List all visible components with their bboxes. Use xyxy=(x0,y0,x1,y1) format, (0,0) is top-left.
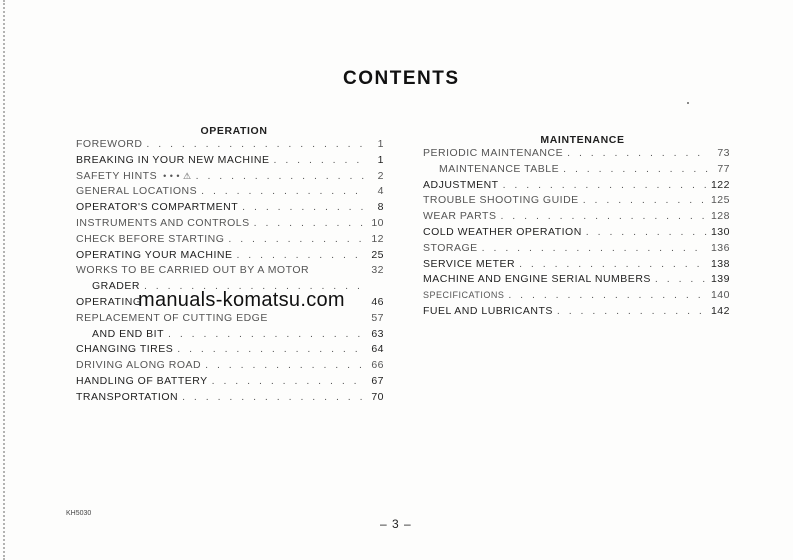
leader-dots xyxy=(655,273,707,285)
toc-entry[interactable] xyxy=(76,233,384,249)
toc-entry[interactable] xyxy=(76,201,384,217)
leader-dots xyxy=(586,226,707,238)
toc-entry-label: OPERATOR'S COMPARTMENT xyxy=(76,201,239,214)
safety-alert-icon: • • • ⚠ xyxy=(163,170,192,181)
toc-entry-page: 142 xyxy=(710,304,730,317)
toc-entry[interactable] xyxy=(423,242,730,258)
leader-dots xyxy=(205,359,364,371)
toc-entry-label: MAINTENANCE TABLE xyxy=(439,162,560,175)
leader-dots xyxy=(583,194,707,206)
leader-dots xyxy=(168,328,364,340)
leader-dots xyxy=(519,258,707,270)
leader-dots xyxy=(242,201,364,213)
toc-entry[interactable] xyxy=(76,154,384,170)
toc-entry[interactable] xyxy=(423,163,730,179)
toc-entry[interactable] xyxy=(76,328,384,344)
operation-section xyxy=(76,124,384,407)
toc-entry-label: OPERATING YOUR MACHINE xyxy=(76,248,233,261)
toc-entry-page: 70 xyxy=(371,390,384,403)
toc-entry[interactable] xyxy=(76,375,384,391)
toc-entry[interactable] xyxy=(423,179,730,195)
leader-dots xyxy=(557,305,707,317)
leader-dots xyxy=(201,185,364,197)
toc-entry[interactable] xyxy=(423,147,730,163)
toc-entry[interactable] xyxy=(423,289,730,305)
leader-dots xyxy=(228,233,364,245)
leader-dots xyxy=(500,210,707,222)
toc-entry[interactable] xyxy=(423,194,730,210)
toc-entry-page: 125 xyxy=(710,194,730,207)
toc-entry[interactable] xyxy=(76,359,384,375)
leader-dots xyxy=(212,375,364,387)
watermark-text: manuals-komatsu.com xyxy=(138,289,345,311)
toc-entry-page: 2 xyxy=(377,169,384,182)
leader-dots xyxy=(236,249,364,261)
toc-entry-label: INSTRUMENTS AND CONTROLS xyxy=(76,216,250,229)
toc-entry-label: REPLACEMENT OF CUTTING EDGE xyxy=(76,311,268,324)
toc-entry-page: 1 xyxy=(377,153,384,166)
toc-entry[interactable] xyxy=(423,258,730,274)
page-number: – 3 – xyxy=(380,517,412,531)
maintenance-heading: MAINTENANCE xyxy=(540,134,625,146)
toc-entry-label: OPERATING xyxy=(76,295,142,308)
toc-entry-label: MACHINE AND ENGINE SERIAL NUMBERS xyxy=(423,273,651,286)
toc-entry-label: DRIVING ALONG ROAD xyxy=(76,359,202,372)
toc-entry-page: 4 xyxy=(377,185,384,198)
operation-heading: OPERATION xyxy=(200,125,268,137)
toc-entry-page: 12 xyxy=(371,232,384,245)
toc-entry-label: GRADER xyxy=(92,280,140,293)
toc-entry-label: TROUBLE SHOOTING GUIDE xyxy=(423,194,579,207)
print-speck xyxy=(687,102,689,104)
toc-entry-page: 64 xyxy=(371,343,384,356)
toc-entry-page: 8 xyxy=(377,201,384,214)
leader-dots xyxy=(482,242,707,254)
toc-entry[interactable] xyxy=(423,210,730,226)
toc-entry-label: WEAR PARTS xyxy=(423,210,497,223)
toc-entry-label: SERVICE METER xyxy=(423,257,516,270)
leader-dots xyxy=(274,154,365,166)
leader-dots xyxy=(177,343,364,355)
toc-entry-page: 46 xyxy=(371,295,384,308)
toc-entry-page: 140 xyxy=(710,289,730,302)
toc-entry-page: 1 xyxy=(377,138,384,150)
toc-entry-label: CHANGING TIRES xyxy=(76,343,174,356)
leader-dots xyxy=(508,289,707,301)
toc-entry[interactable] xyxy=(76,217,384,233)
toc-entry-label: AND END BIT xyxy=(92,327,165,340)
leader-dots xyxy=(254,217,364,229)
toc-entry[interactable] xyxy=(423,226,730,242)
toc-entry-label: BREAKING IN YOUR NEW MACHINE xyxy=(76,153,270,166)
leader-dots xyxy=(146,138,364,150)
toc-entry[interactable] xyxy=(76,170,384,186)
toc-entry-page: 32 xyxy=(371,264,384,277)
leader-dots xyxy=(503,179,707,191)
toc-entry[interactable] xyxy=(76,264,384,280)
leader-dots xyxy=(567,147,710,159)
toc-entry[interactable] xyxy=(76,185,384,201)
page-title: CONTENTS xyxy=(343,68,460,89)
toc-entry-label: COLD WEATHER OPERATION xyxy=(423,225,582,238)
toc-entry-label: FUEL AND LUBRICANTS xyxy=(423,304,553,317)
maintenance-section xyxy=(423,133,730,321)
toc-entry-label: WORKS TO BE CARRIED OUT BY A MOTOR xyxy=(76,264,310,277)
toc-entry-page: 63 xyxy=(371,327,384,340)
toc-entry-page: 139 xyxy=(710,273,730,286)
toc-entry-label: HANDLING OF BATTERY xyxy=(76,374,208,387)
document-code: KH5030 xyxy=(66,510,92,517)
toc-entry[interactable] xyxy=(423,305,730,321)
toc-entry-page: 122 xyxy=(710,178,730,191)
toc-entry-page: 77 xyxy=(717,162,730,175)
toc-entry-label: STORAGE xyxy=(423,241,478,254)
leader-dots xyxy=(563,163,710,175)
toc-entry-label: CHECK BEFORE STARTING xyxy=(76,232,225,245)
toc-entry-page: 73 xyxy=(717,147,730,159)
toc-entry-page: 10 xyxy=(371,216,384,229)
toc-entry[interactable] xyxy=(76,343,384,359)
toc-entry-label: FOREWORD xyxy=(76,138,143,150)
toc-entry-label: GENERAL LOCATIONS xyxy=(76,185,198,198)
toc-entry-label: SAFETY HINTS xyxy=(76,169,158,182)
leader-dots xyxy=(182,391,364,403)
toc-entry-page: 130 xyxy=(710,225,730,238)
toc-entry[interactable] xyxy=(76,249,384,265)
toc-entry-page: 136 xyxy=(710,241,730,254)
toc-entry-label: TRANSPORTATION xyxy=(76,390,179,403)
toc-entry-page: 66 xyxy=(371,359,384,372)
binder-edge xyxy=(3,0,8,560)
toc-entry-label: ADJUSTMENT xyxy=(423,178,499,191)
toc-entry[interactable] xyxy=(76,138,384,154)
toc-entry-label: PERIODIC MAINTENANCE xyxy=(423,147,564,159)
toc-entry-page: 57 xyxy=(371,311,384,324)
toc-entry-page: 128 xyxy=(710,210,730,223)
toc-entry-page: 67 xyxy=(371,374,384,387)
toc-entry[interactable] xyxy=(76,312,384,328)
toc-entry[interactable] xyxy=(76,391,384,407)
toc-entry-page: 25 xyxy=(371,248,384,261)
toc-entry-label: SPECIFICATIONS xyxy=(423,290,505,301)
leader-dots xyxy=(196,170,364,182)
toc-entry[interactable] xyxy=(423,273,730,289)
toc-entry-page: 138 xyxy=(710,257,730,270)
